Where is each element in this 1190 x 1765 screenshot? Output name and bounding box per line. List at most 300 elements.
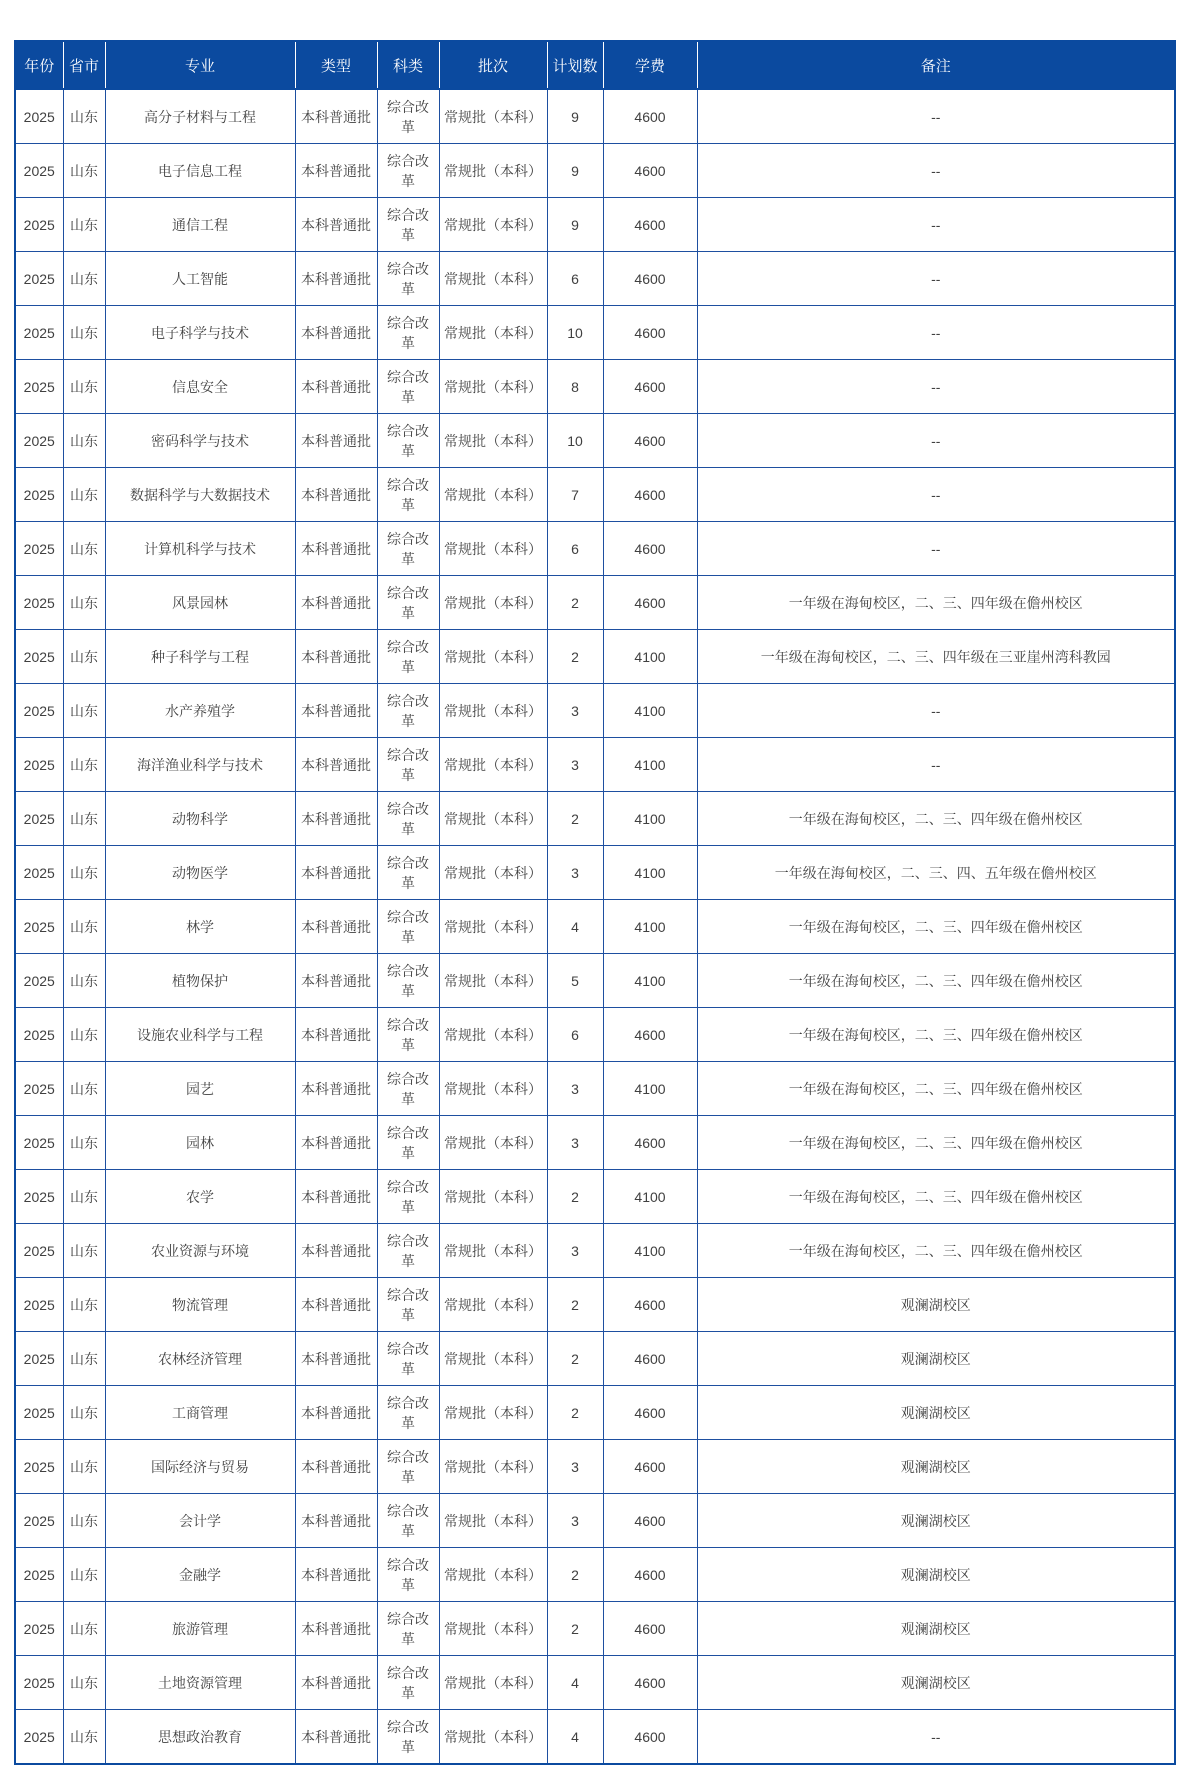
cell-year: 2025 xyxy=(15,468,63,522)
cell-major: 园林 xyxy=(105,1116,295,1170)
cell-year: 2025 xyxy=(15,900,63,954)
table-row xyxy=(15,1224,1175,1278)
cell-year: 2025 xyxy=(15,198,63,252)
cell-batch: 常规批（本科） xyxy=(439,954,547,1008)
cell-year: 2025 xyxy=(15,846,63,900)
cell-year: 2025 xyxy=(15,576,63,630)
cell-type: 本科普通批 xyxy=(295,630,377,684)
cell-plan: 3 xyxy=(547,846,603,900)
cell-province: 山东 xyxy=(63,306,105,360)
cell-tuition: 4100 xyxy=(603,792,697,846)
cell-subject: 综合改革 xyxy=(377,1602,439,1656)
cell-tuition: 4600 xyxy=(603,1116,697,1170)
cell-province: 山东 xyxy=(63,1656,105,1710)
cell-subject: 综合改革 xyxy=(377,360,439,414)
table-row xyxy=(15,846,1175,900)
cell-subject: 综合改革 xyxy=(377,1656,439,1710)
cell-tuition: 4600 xyxy=(603,1548,697,1602)
table-row xyxy=(15,1602,1175,1656)
cell-plan: 3 xyxy=(547,1116,603,1170)
cell-year: 2025 xyxy=(15,1548,63,1602)
cell-major: 园艺 xyxy=(105,1062,295,1116)
cell-plan: 2 xyxy=(547,1602,603,1656)
cell-year: 2025 xyxy=(15,1710,63,1765)
cell-province: 山东 xyxy=(63,1386,105,1440)
column-header-province: 省市 xyxy=(63,41,105,89)
cell-batch: 常规批（本科） xyxy=(439,1602,547,1656)
column-header-batch: 批次 xyxy=(439,41,547,89)
cell-batch: 常规批（本科） xyxy=(439,306,547,360)
cell-tuition: 4600 xyxy=(603,198,697,252)
table-row xyxy=(15,1548,1175,1602)
table-row xyxy=(15,252,1175,306)
table-row xyxy=(15,1008,1175,1062)
cell-year: 2025 xyxy=(15,1386,63,1440)
cell-plan: 2 xyxy=(547,1386,603,1440)
cell-plan: 6 xyxy=(547,1008,603,1062)
cell-subject: 综合改革 xyxy=(377,468,439,522)
cell-tuition: 4600 xyxy=(603,1332,697,1386)
cell-province: 山东 xyxy=(63,1602,105,1656)
cell-plan: 2 xyxy=(547,1332,603,1386)
cell-plan: 2 xyxy=(547,792,603,846)
header-row xyxy=(15,41,1175,89)
cell-tuition: 4600 xyxy=(603,306,697,360)
cell-plan: 2 xyxy=(547,1548,603,1602)
cell-type: 本科普通批 xyxy=(295,792,377,846)
cell-year: 2025 xyxy=(15,738,63,792)
cell-plan: 10 xyxy=(547,414,603,468)
cell-type: 本科普通批 xyxy=(295,1170,377,1224)
cell-remark: 观澜湖校区 xyxy=(697,1440,1175,1494)
cell-type: 本科普通批 xyxy=(295,1548,377,1602)
cell-province: 山东 xyxy=(63,1224,105,1278)
cell-batch: 常规批（本科） xyxy=(439,576,547,630)
table-row xyxy=(15,630,1175,684)
cell-batch: 常规批（本科） xyxy=(439,846,547,900)
cell-type: 本科普通批 xyxy=(295,738,377,792)
cell-subject: 综合改革 xyxy=(377,414,439,468)
cell-province: 山东 xyxy=(63,792,105,846)
cell-plan: 9 xyxy=(547,198,603,252)
cell-plan: 4 xyxy=(547,1710,603,1765)
table-row xyxy=(15,738,1175,792)
cell-year: 2025 xyxy=(15,1602,63,1656)
cell-plan: 4 xyxy=(547,1656,603,1710)
table-row xyxy=(15,1062,1175,1116)
cell-province: 山东 xyxy=(63,684,105,738)
cell-year: 2025 xyxy=(15,1332,63,1386)
cell-remark: 一年级在海甸校区，二、三、四年级在儋州校区 xyxy=(697,576,1175,630)
column-header-type: 类型 xyxy=(295,41,377,89)
cell-remark: -- xyxy=(697,468,1175,522)
cell-subject: 综合改革 xyxy=(377,792,439,846)
cell-batch: 常规批（本科） xyxy=(439,414,547,468)
cell-year: 2025 xyxy=(15,1494,63,1548)
cell-type: 本科普通批 xyxy=(295,414,377,468)
cell-major: 思想政治教育 xyxy=(105,1710,295,1765)
cell-province: 山东 xyxy=(63,360,105,414)
cell-major: 动物科学 xyxy=(105,792,295,846)
table-row xyxy=(15,1278,1175,1332)
cell-remark: -- xyxy=(697,198,1175,252)
cell-type: 本科普通批 xyxy=(295,684,377,738)
cell-tuition: 4600 xyxy=(603,522,697,576)
cell-major: 电子信息工程 xyxy=(105,144,295,198)
cell-subject: 综合改革 xyxy=(377,1116,439,1170)
cell-province: 山东 xyxy=(63,468,105,522)
cell-major: 旅游管理 xyxy=(105,1602,295,1656)
cell-province: 山东 xyxy=(63,1710,105,1765)
cell-major: 农林经济管理 xyxy=(105,1332,295,1386)
cell-tuition: 4600 xyxy=(603,1386,697,1440)
cell-remark: 观澜湖校区 xyxy=(697,1332,1175,1386)
cell-batch: 常规批（本科） xyxy=(439,630,547,684)
cell-province: 山东 xyxy=(63,1278,105,1332)
cell-province: 山东 xyxy=(63,522,105,576)
table-row xyxy=(15,198,1175,252)
cell-subject: 综合改革 xyxy=(377,684,439,738)
cell-batch: 常规批（本科） xyxy=(439,738,547,792)
cell-subject: 综合改革 xyxy=(377,1440,439,1494)
cell-type: 本科普通批 xyxy=(295,1656,377,1710)
cell-type: 本科普通批 xyxy=(295,576,377,630)
cell-type: 本科普通批 xyxy=(295,846,377,900)
cell-province: 山东 xyxy=(63,1548,105,1602)
cell-province: 山东 xyxy=(63,198,105,252)
cell-batch: 常规批（本科） xyxy=(439,252,547,306)
cell-remark: 一年级在海甸校区，二、三、四、五年级在儋州校区 xyxy=(697,846,1175,900)
cell-remark: 一年级在海甸校区，二、三、四年级在儋州校区 xyxy=(697,1116,1175,1170)
column-header-remark: 备注 xyxy=(697,41,1175,89)
cell-remark: -- xyxy=(697,252,1175,306)
cell-plan: 2 xyxy=(547,1170,603,1224)
cell-remark: 一年级在海甸校区，二、三、四年级在儋州校区 xyxy=(697,1224,1175,1278)
cell-tuition: 4600 xyxy=(603,89,697,144)
cell-plan: 6 xyxy=(547,522,603,576)
table-header xyxy=(15,41,1175,89)
cell-plan: 8 xyxy=(547,360,603,414)
cell-plan: 3 xyxy=(547,1224,603,1278)
cell-type: 本科普通批 xyxy=(295,1440,377,1494)
cell-tuition: 4600 xyxy=(603,468,697,522)
cell-major: 国际经济与贸易 xyxy=(105,1440,295,1494)
cell-batch: 常规批（本科） xyxy=(439,1656,547,1710)
cell-subject: 综合改革 xyxy=(377,738,439,792)
cell-province: 山东 xyxy=(63,1008,105,1062)
cell-province: 山东 xyxy=(63,144,105,198)
cell-tuition: 4600 xyxy=(603,1440,697,1494)
cell-subject: 综合改革 xyxy=(377,1548,439,1602)
table-row xyxy=(15,1332,1175,1386)
cell-batch: 常规批（本科） xyxy=(439,1440,547,1494)
table-row xyxy=(15,900,1175,954)
cell-subject: 综合改革 xyxy=(377,1710,439,1765)
cell-remark: -- xyxy=(697,1710,1175,1765)
column-header-tuition: 学费 xyxy=(603,41,697,89)
cell-remark: 观澜湖校区 xyxy=(697,1494,1175,1548)
cell-plan: 9 xyxy=(547,144,603,198)
cell-province: 山东 xyxy=(63,1062,105,1116)
cell-batch: 常规批（本科） xyxy=(439,1386,547,1440)
cell-subject: 综合改革 xyxy=(377,1062,439,1116)
cell-province: 山东 xyxy=(63,954,105,1008)
cell-type: 本科普通批 xyxy=(295,252,377,306)
cell-type: 本科普通批 xyxy=(295,1602,377,1656)
cell-province: 山东 xyxy=(63,576,105,630)
cell-remark: -- xyxy=(697,684,1175,738)
cell-year: 2025 xyxy=(15,1656,63,1710)
cell-remark: -- xyxy=(697,522,1175,576)
column-header-plan: 计划数 xyxy=(547,41,603,89)
cell-year: 2025 xyxy=(15,89,63,144)
cell-major: 工商管理 xyxy=(105,1386,295,1440)
cell-plan: 3 xyxy=(547,1440,603,1494)
cell-remark: 观澜湖校区 xyxy=(697,1548,1175,1602)
table-row xyxy=(15,1440,1175,1494)
cell-major: 农业资源与环境 xyxy=(105,1224,295,1278)
cell-batch: 常规批（本科） xyxy=(439,900,547,954)
cell-tuition: 4100 xyxy=(603,630,697,684)
cell-province: 山东 xyxy=(63,1332,105,1386)
cell-major: 电子科学与技术 xyxy=(105,306,295,360)
cell-batch: 常规批（本科） xyxy=(439,1062,547,1116)
table-row xyxy=(15,468,1175,522)
cell-major: 海洋渔业科学与技术 xyxy=(105,738,295,792)
table-body xyxy=(15,89,1175,1764)
cell-year: 2025 xyxy=(15,1278,63,1332)
cell-major: 设施农业科学与工程 xyxy=(105,1008,295,1062)
cell-type: 本科普通批 xyxy=(295,1278,377,1332)
cell-major: 计算机科学与技术 xyxy=(105,522,295,576)
cell-province: 山东 xyxy=(63,89,105,144)
cell-type: 本科普通批 xyxy=(295,198,377,252)
cell-plan: 3 xyxy=(547,684,603,738)
cell-year: 2025 xyxy=(15,684,63,738)
cell-year: 2025 xyxy=(15,1008,63,1062)
cell-major: 密码科学与技术 xyxy=(105,414,295,468)
cell-remark: 观澜湖校区 xyxy=(697,1278,1175,1332)
cell-subject: 综合改革 xyxy=(377,1224,439,1278)
cell-remark: 一年级在海甸校区，二、三、四年级在儋州校区 xyxy=(697,792,1175,846)
cell-remark: 一年级在海甸校区，二、三、四年级在三亚崖州湾科教园 xyxy=(697,630,1175,684)
cell-province: 山东 xyxy=(63,1116,105,1170)
table-row xyxy=(15,792,1175,846)
cell-major: 水产养殖学 xyxy=(105,684,295,738)
cell-subject: 综合改革 xyxy=(377,1008,439,1062)
cell-type: 本科普通批 xyxy=(295,900,377,954)
cell-remark: 一年级在海甸校区，二、三、四年级在儋州校区 xyxy=(697,1008,1175,1062)
cell-plan: 7 xyxy=(547,468,603,522)
cell-subject: 综合改革 xyxy=(377,1494,439,1548)
cell-subject: 综合改革 xyxy=(377,846,439,900)
cell-plan: 4 xyxy=(547,900,603,954)
cell-major: 高分子材料与工程 xyxy=(105,89,295,144)
cell-batch: 常规批（本科） xyxy=(439,1332,547,1386)
cell-batch: 常规批（本科） xyxy=(439,144,547,198)
cell-remark: -- xyxy=(697,144,1175,198)
cell-plan: 2 xyxy=(547,576,603,630)
admission-plan-table xyxy=(14,40,1176,1765)
cell-remark: 观澜湖校区 xyxy=(697,1602,1175,1656)
cell-plan: 9 xyxy=(547,89,603,144)
cell-batch: 常规批（本科） xyxy=(439,1224,547,1278)
table-row xyxy=(15,144,1175,198)
cell-plan: 3 xyxy=(547,1494,603,1548)
cell-major: 金融学 xyxy=(105,1548,295,1602)
cell-remark: -- xyxy=(697,360,1175,414)
cell-plan: 2 xyxy=(547,1278,603,1332)
cell-batch: 常规批（本科） xyxy=(439,1170,547,1224)
cell-tuition: 4600 xyxy=(603,252,697,306)
cell-subject: 综合改革 xyxy=(377,522,439,576)
cell-year: 2025 xyxy=(15,144,63,198)
cell-major: 林学 xyxy=(105,900,295,954)
cell-plan: 3 xyxy=(547,1062,603,1116)
cell-remark: 一年级在海甸校区，二、三、四年级在儋州校区 xyxy=(697,900,1175,954)
cell-tuition: 4600 xyxy=(603,1008,697,1062)
cell-tuition: 4600 xyxy=(603,1602,697,1656)
cell-subject: 综合改革 xyxy=(377,1386,439,1440)
table-row xyxy=(15,89,1175,144)
cell-tuition: 4100 xyxy=(603,846,697,900)
cell-year: 2025 xyxy=(15,414,63,468)
cell-type: 本科普通批 xyxy=(295,954,377,1008)
cell-major: 种子科学与工程 xyxy=(105,630,295,684)
cell-subject: 综合改革 xyxy=(377,306,439,360)
table-row xyxy=(15,360,1175,414)
cell-province: 山东 xyxy=(63,738,105,792)
cell-province: 山东 xyxy=(63,414,105,468)
cell-plan: 5 xyxy=(547,954,603,1008)
cell-type: 本科普通批 xyxy=(295,1062,377,1116)
cell-remark: -- xyxy=(697,306,1175,360)
cell-tuition: 4600 xyxy=(603,1278,697,1332)
cell-year: 2025 xyxy=(15,630,63,684)
column-header-subject: 科类 xyxy=(377,41,439,89)
cell-batch: 常规批（本科） xyxy=(439,1008,547,1062)
table-row xyxy=(15,1494,1175,1548)
table-row xyxy=(15,1386,1175,1440)
cell-remark: 观澜湖校区 xyxy=(697,1386,1175,1440)
table-row xyxy=(15,1116,1175,1170)
cell-remark: 一年级在海甸校区，二、三、四年级在儋州校区 xyxy=(697,1170,1175,1224)
cell-type: 本科普通批 xyxy=(295,1332,377,1386)
cell-batch: 常规批（本科） xyxy=(439,1548,547,1602)
cell-year: 2025 xyxy=(15,1116,63,1170)
cell-type: 本科普通批 xyxy=(295,1008,377,1062)
cell-batch: 常规批（本科） xyxy=(439,1710,547,1765)
cell-major: 农学 xyxy=(105,1170,295,1224)
table-row xyxy=(15,414,1175,468)
cell-batch: 常规批（本科） xyxy=(439,89,547,144)
cell-remark: -- xyxy=(697,89,1175,144)
cell-remark: -- xyxy=(697,414,1175,468)
table-row xyxy=(15,1170,1175,1224)
cell-major: 植物保护 xyxy=(105,954,295,1008)
cell-major: 动物医学 xyxy=(105,846,295,900)
cell-type: 本科普通批 xyxy=(295,522,377,576)
cell-subject: 综合改革 xyxy=(377,252,439,306)
cell-province: 山东 xyxy=(63,846,105,900)
table-row xyxy=(15,1710,1175,1765)
cell-major: 物流管理 xyxy=(105,1278,295,1332)
cell-subject: 综合改革 xyxy=(377,89,439,144)
cell-major: 会计学 xyxy=(105,1494,295,1548)
cell-remark: 一年级在海甸校区，二、三、四年级在儋州校区 xyxy=(697,1062,1175,1116)
cell-year: 2025 xyxy=(15,1224,63,1278)
cell-province: 山东 xyxy=(63,1170,105,1224)
cell-remark: 观澜湖校区 xyxy=(697,1656,1175,1710)
cell-province: 山东 xyxy=(63,1440,105,1494)
cell-subject: 综合改革 xyxy=(377,144,439,198)
cell-plan: 6 xyxy=(547,252,603,306)
cell-type: 本科普通批 xyxy=(295,1224,377,1278)
cell-remark: -- xyxy=(697,738,1175,792)
cell-tuition: 4600 xyxy=(603,414,697,468)
column-header-major: 专业 xyxy=(105,41,295,89)
cell-tuition: 4100 xyxy=(603,684,697,738)
cell-tuition: 4600 xyxy=(603,1494,697,1548)
cell-major: 土地资源管理 xyxy=(105,1656,295,1710)
cell-type: 本科普通批 xyxy=(295,468,377,522)
cell-tuition: 4600 xyxy=(603,1710,697,1765)
table-row xyxy=(15,684,1175,738)
cell-tuition: 4600 xyxy=(603,576,697,630)
cell-subject: 综合改革 xyxy=(377,576,439,630)
cell-year: 2025 xyxy=(15,954,63,1008)
cell-plan: 3 xyxy=(547,738,603,792)
cell-tuition: 4100 xyxy=(603,738,697,792)
cell-major: 数据科学与大数据技术 xyxy=(105,468,295,522)
cell-batch: 常规批（本科） xyxy=(439,1494,547,1548)
cell-province: 山东 xyxy=(63,630,105,684)
cell-subject: 综合改革 xyxy=(377,630,439,684)
cell-subject: 综合改革 xyxy=(377,1278,439,1332)
cell-type: 本科普通批 xyxy=(295,1494,377,1548)
cell-year: 2025 xyxy=(15,792,63,846)
cell-type: 本科普通批 xyxy=(295,360,377,414)
cell-tuition: 4600 xyxy=(603,1656,697,1710)
cell-subject: 综合改革 xyxy=(377,1170,439,1224)
cell-tuition: 4100 xyxy=(603,900,697,954)
cell-major: 风景园林 xyxy=(105,576,295,630)
cell-year: 2025 xyxy=(15,1440,63,1494)
cell-year: 2025 xyxy=(15,1062,63,1116)
cell-plan: 10 xyxy=(547,306,603,360)
cell-province: 山东 xyxy=(63,900,105,954)
cell-type: 本科普通批 xyxy=(295,1710,377,1765)
cell-year: 2025 xyxy=(15,252,63,306)
cell-tuition: 4100 xyxy=(603,954,697,1008)
cell-province: 山东 xyxy=(63,252,105,306)
table-row xyxy=(15,576,1175,630)
cell-year: 2025 xyxy=(15,360,63,414)
cell-subject: 综合改革 xyxy=(377,900,439,954)
cell-tuition: 4100 xyxy=(603,1224,697,1278)
cell-type: 本科普通批 xyxy=(295,89,377,144)
cell-major: 人工智能 xyxy=(105,252,295,306)
cell-tuition: 4600 xyxy=(603,144,697,198)
cell-major: 信息安全 xyxy=(105,360,295,414)
cell-tuition: 4600 xyxy=(603,360,697,414)
cell-plan: 2 xyxy=(547,630,603,684)
cell-type: 本科普通批 xyxy=(295,144,377,198)
cell-year: 2025 xyxy=(15,1170,63,1224)
cell-subject: 综合改革 xyxy=(377,954,439,1008)
column-header-year: 年份 xyxy=(15,41,63,89)
cell-type: 本科普通批 xyxy=(295,1116,377,1170)
